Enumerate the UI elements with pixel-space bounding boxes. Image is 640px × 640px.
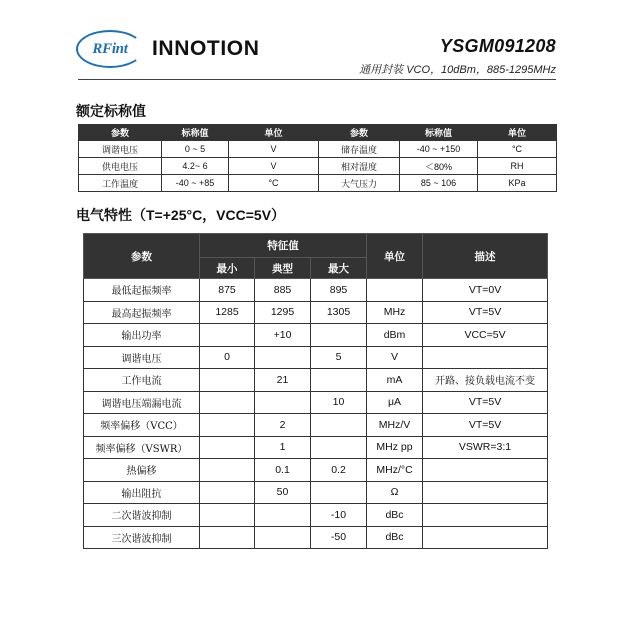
document-description: 通用封装 VCO，10dBm，885-1295MHz [359, 64, 556, 76]
table-cell: V [367, 346, 423, 369]
table-cell: V [229, 141, 319, 158]
table-cell [200, 324, 255, 347]
table-cell [200, 526, 255, 549]
table-cell [423, 504, 548, 527]
rating-table [78, 124, 557, 192]
table-cell: MHz/°C [367, 459, 423, 482]
table-cell: 1295 [255, 301, 311, 324]
table-cell: -10 [311, 504, 367, 527]
electrical-header-param: 参数 [84, 234, 200, 279]
table-cell: 0.2 [311, 459, 367, 482]
table-row [84, 526, 548, 549]
table-cell [255, 526, 311, 549]
table-cell [311, 324, 367, 347]
table-cell: -40 ~ +150 [400, 141, 478, 158]
rating-section-title: 额定标称值 [76, 103, 146, 119]
table-cell: +10 [255, 324, 311, 347]
electrical-header-char: 特征值 [200, 234, 367, 258]
table-cell [311, 369, 367, 392]
table-cell: 相对湿度 [319, 158, 400, 175]
table-cell [311, 414, 367, 437]
table-cell [311, 436, 367, 459]
table-cell: MHz pp [367, 436, 423, 459]
electrical-section-title: 电气特性（T=+25°C，VCC=5V） [76, 207, 286, 223]
table-row [84, 301, 548, 324]
table-cell: 885 [255, 279, 311, 302]
table-cell: 4.2~ 6 [162, 158, 229, 175]
company-name: INNOTION [152, 37, 260, 60]
table-cell: 大气压力 [319, 175, 400, 192]
table-cell: 895 [311, 279, 367, 302]
table-cell: 875 [200, 279, 255, 302]
table-cell: 0 ~ 5 [162, 141, 229, 158]
logo-mark-text: RFint [92, 40, 128, 57]
rating-header-value: 标称值 [400, 125, 478, 141]
table-cell: 最高起振频率 [84, 301, 200, 324]
table-cell: 1285 [200, 301, 255, 324]
table-cell: 调谐电压 [84, 346, 200, 369]
table-cell: Ω [367, 481, 423, 504]
company-logo [76, 30, 259, 68]
table-cell: VCC=5V [423, 324, 548, 347]
rating-header-row [79, 125, 557, 141]
table-cell [255, 391, 311, 414]
table-cell: 85 ~ 106 [400, 175, 478, 192]
table-cell: 二次谐波抑制 [84, 504, 200, 527]
table-cell: 10 [311, 391, 367, 414]
table-cell: 调谐电压 [79, 141, 162, 158]
electrical-header-min: 最小 [200, 258, 255, 279]
table-row [84, 324, 548, 347]
table-cell: 热偏移 [84, 459, 200, 482]
table-cell [423, 526, 548, 549]
rating-header-unit: 单位 [229, 125, 319, 141]
table-cell [367, 279, 423, 302]
table-row [79, 158, 557, 175]
table-cell [423, 459, 548, 482]
table-cell: 调谐电压端漏电流 [84, 391, 200, 414]
table-cell: 0 [200, 346, 255, 369]
electrical-body [84, 279, 548, 549]
table-cell [200, 481, 255, 504]
table-cell: 频率偏移（VCC） [84, 414, 200, 437]
table-cell: 工作温度 [79, 175, 162, 192]
rating-header-param: 参数 [319, 125, 400, 141]
header-divider [78, 79, 556, 80]
electrical-table [83, 233, 548, 549]
table-cell: 1 [255, 436, 311, 459]
table-cell: 5 [311, 346, 367, 369]
table-cell: 输出阻抗 [84, 481, 200, 504]
table-cell [255, 346, 311, 369]
table-cell: VT=5V [423, 414, 548, 437]
table-cell: -50 [311, 526, 367, 549]
table-cell: 最低起振频率 [84, 279, 200, 302]
table-row [84, 346, 548, 369]
table-cell: ＜80% [400, 158, 478, 175]
table-cell: MHz/V [367, 414, 423, 437]
table-cell: 输出功率 [84, 324, 200, 347]
table-cell: RH [478, 158, 557, 175]
document-code: YSGM091208 [439, 36, 556, 56]
table-cell: 50 [255, 481, 311, 504]
table-cell [311, 481, 367, 504]
table-cell: 三次谐波抑制 [84, 526, 200, 549]
electrical-header-unit: 单位 [367, 234, 423, 279]
table-cell: 1305 [311, 301, 367, 324]
table-row [84, 481, 548, 504]
rating-header-unit: 单位 [478, 125, 557, 141]
rating-header-value: 标称值 [162, 125, 229, 141]
table-cell: VT=5V [423, 301, 548, 324]
table-cell: KPa [478, 175, 557, 192]
table-row [79, 141, 557, 158]
electrical-header-row [84, 234, 548, 258]
table-cell: dBm [367, 324, 423, 347]
table-cell: 21 [255, 369, 311, 392]
table-row [84, 436, 548, 459]
table-cell: VT=0V [423, 279, 548, 302]
table-cell: dBc [367, 504, 423, 527]
table-cell: dBc [367, 526, 423, 549]
table-cell: V [229, 158, 319, 175]
table-cell: 频率偏移（VSWR） [84, 436, 200, 459]
table-cell [200, 504, 255, 527]
table-cell [200, 391, 255, 414]
table-cell: °C [229, 175, 319, 192]
table-cell [423, 346, 548, 369]
table-row [79, 175, 557, 192]
electrical-header-typ: 典型 [255, 258, 311, 279]
table-cell: -40 ~ +85 [162, 175, 229, 192]
electrical-header-max: 最大 [311, 258, 367, 279]
table-cell [423, 481, 548, 504]
table-cell: 开路、接负载电流不变 [423, 369, 548, 392]
table-cell: VT=5V [423, 391, 548, 414]
table-cell: μA [367, 391, 423, 414]
rfint-logo-icon [76, 30, 144, 68]
table-cell: °C [478, 141, 557, 158]
table-cell: VSWR=3:1 [423, 436, 548, 459]
table-cell: MHz [367, 301, 423, 324]
table-cell: mA [367, 369, 423, 392]
table-row [84, 279, 548, 302]
table-cell [255, 504, 311, 527]
table-row [84, 391, 548, 414]
table-cell [200, 369, 255, 392]
rating-header-param: 参数 [79, 125, 162, 141]
table-cell [200, 459, 255, 482]
table-row [84, 504, 548, 527]
table-cell [200, 436, 255, 459]
table-cell: 供电电压 [79, 158, 162, 175]
table-row [84, 369, 548, 392]
table-cell: 储存温度 [319, 141, 400, 158]
table-cell: 0.1 [255, 459, 311, 482]
table-cell: 工作电流 [84, 369, 200, 392]
electrical-header-desc: 描述 [423, 234, 548, 279]
table-cell [200, 414, 255, 437]
table-row [84, 414, 548, 437]
table-row [84, 459, 548, 482]
table-cell: 2 [255, 414, 311, 437]
